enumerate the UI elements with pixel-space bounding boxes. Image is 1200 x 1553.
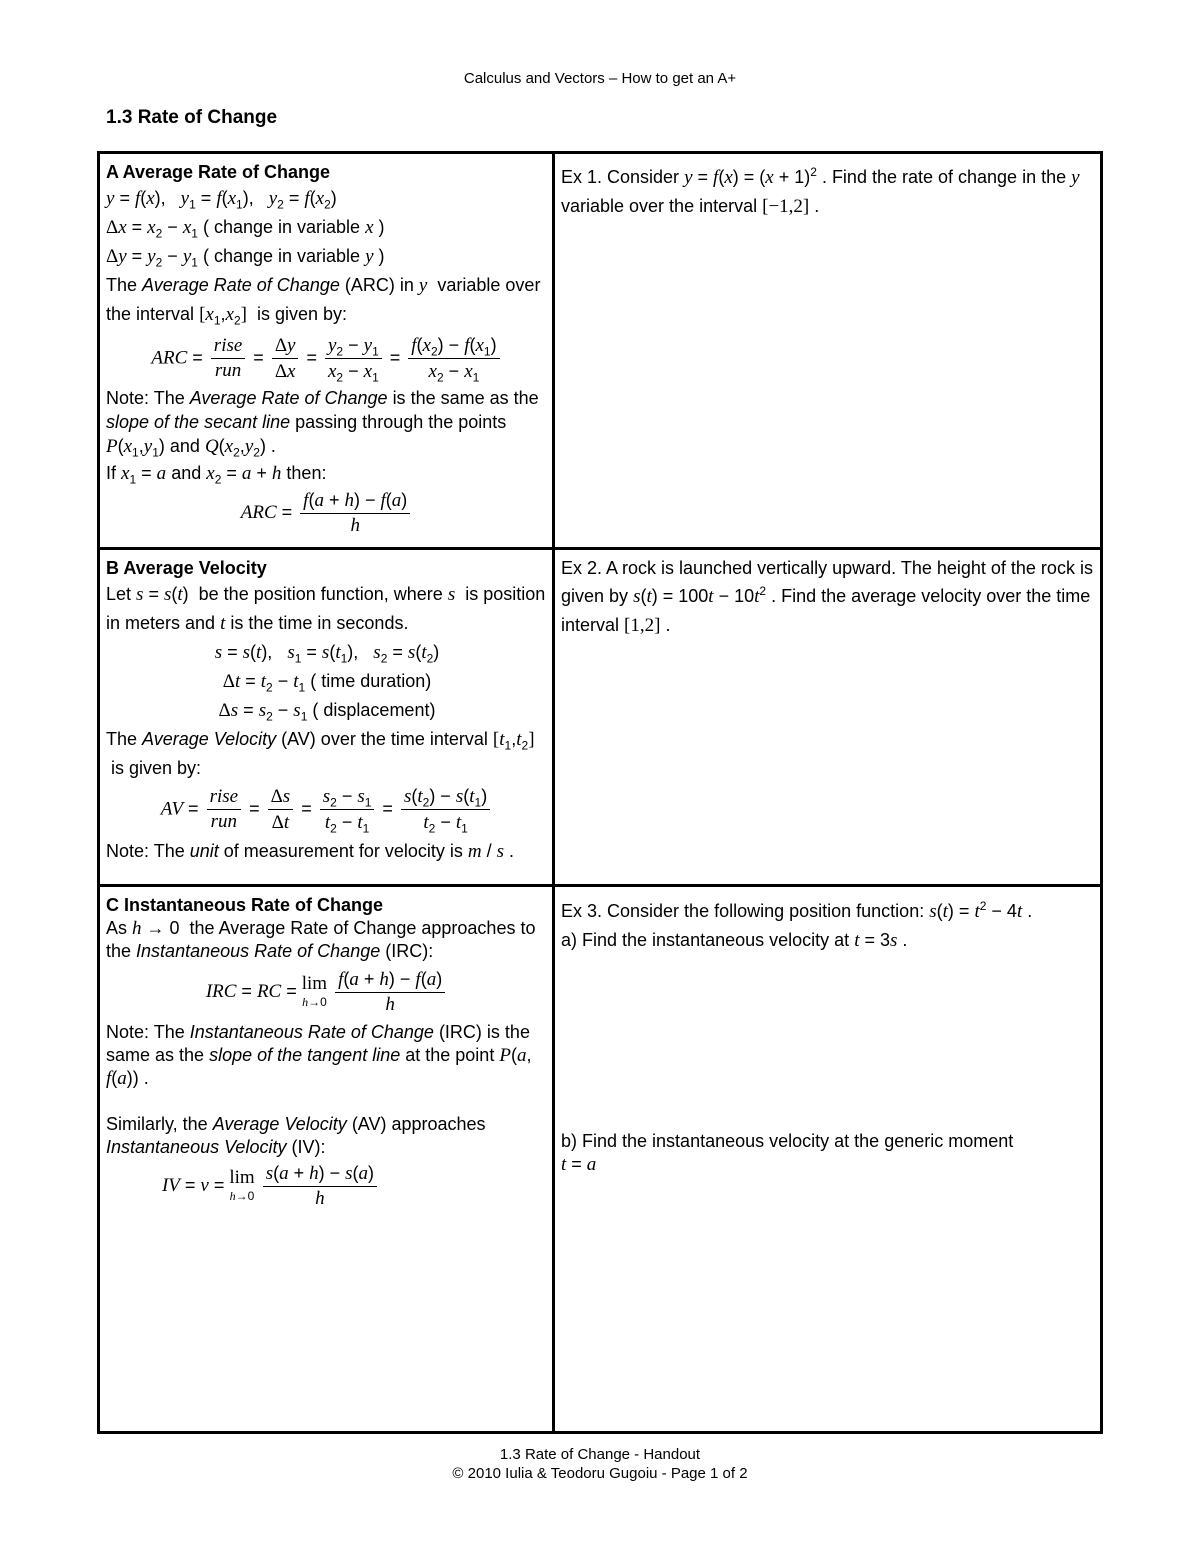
running-header: Calculus and Vectors – How to get an A+: [463, 70, 737, 87]
secant-note: Note: The Average Rate of Change is the same as the slope of the secant line passing through the points $P(x_1,y_1)$ and $Q(x_2,y_2)$ .: [106, 388, 539, 460]
arc-formula: ARC = $\frac{\text{rise}}{\text{run}}$ = $\frac{\Delta y}{\Delta x}$ = $\frac{y_2 - y_1}{x_2 - x_1}$ = $\frac{f(x_2) - f(x_1)}{x_2 - x_1}$: [106, 333, 548, 384]
delta-y-line: $\Delta y = y_2 - y_1$ ( change in variable y ): [106, 246, 385, 270]
irc-formula: IRC = RC = lim h→0 $\frac{f(a + h) - f(a)}{h}$: [106, 967, 548, 1017]
dy-note: ( change in variable: [202, 246, 361, 266]
position-definitions: s = s(t), $s_1 = s(t_1)$, $s_2 = s(t_2)$: [214, 642, 440, 666]
unit-note: Note: The unit of measurement for velocity is m / s .: [106, 841, 515, 862]
delta-x-line: $\Delta x = x_2 - x_1$ ( change in variable x ): [106, 217, 385, 241]
column-divider: [552, 151, 555, 1434]
section-a-heading: A Average Rate of Change: [106, 162, 331, 182]
row-divider-1: [97, 547, 1103, 550]
footer-title: 1.3 Rate of Change - Handout: [499, 1446, 701, 1463]
section-a-definitions: y = f(x), $y_1 = f(x_1)$, $y_2 = f(x_2)$: [106, 188, 337, 212]
section-a: [106, 160, 548, 538]
av-intro: The Average Velocity (AV) over the time interval $[t_1,t_2]$ is given by:: [106, 729, 535, 778]
example-3-statement: Ex 3. Consider the following position function: $s(t) = t^2 - 4t$ .: [561, 899, 1033, 922]
section-b: [106, 556, 548, 866]
iv-intro: Similarly, the Average Velocity (AV) approaches Instantaneous Velocity (IV):: [106, 1114, 486, 1157]
footer-copyright: © 2010 Iulia & Teodoru Gugoiu - Page 1 of 2: [452, 1465, 748, 1482]
page-footer: [0, 1445, 1200, 1483]
section-c: [106, 893, 548, 1211]
example-2: Ex 2. A rock is launched vertically upward. The height of the rock is given by $s(t) = 100t - 10t^2$ . Find the average velocity over the time interval [1,2] .: [561, 558, 1093, 636]
arc-h-formula: ARC = $\frac{f(a + h) - f(a)}{h}$: [106, 488, 548, 538]
delta-t-line: $\Delta t = t_2 - t_1$ ( time duration): [222, 671, 432, 695]
av-formula: AV = $\frac{\text{rise}}{\text{run}}$ = $\frac{\Delta s}{\Delta t}$ = $\frac{s_2 - s_1}{t_2 - t_1}$ = $\frac{s(t_2) - s(t_1)}{t_2 - t_1}$: [106, 784, 548, 835]
substitution-line: If $x_1 = a$ and $x_2 = a + h$ then:: [106, 463, 327, 487]
dx-note: ( change in variable: [202, 217, 361, 237]
delta-s-line: $\Delta s = s_2 - s_1$ ( displacement): [218, 700, 436, 724]
position-function-intro: Let s = s(t) be the position function, where s is position in meters and t is the time in seconds.: [106, 584, 546, 634]
arc-intro: The Average Rate of Change (ARC) in y variable over the interval $[x_1,x_2]$ is given by:: [106, 275, 541, 328]
section-c-heading: C Instantaneous Rate of Change: [106, 895, 384, 915]
row-divider-2: [97, 884, 1103, 887]
example-3-part-b: b) Find the instantaneous velocity at the generic moment t = a: [561, 1131, 1014, 1175]
tangent-note: Note: The Instantaneous Rate of Change (IRC) is the same as the slope of the tangent line at the point P(a, f(a)) .: [106, 1022, 532, 1089]
irc-intro: As h → 0 the Average Rate of Change approaches to the Instantaneous Rate of Change (IRC):: [106, 918, 536, 961]
iv-formula: IV = v = lim h→0 $\frac{s(a + h) - s(a)}{h}$: [106, 1161, 436, 1211]
example-1: Ex 1. Consider $y = f(x) = (x + 1)^2$ . Find the rate of change in the y variable over the interval [−1,2] .: [561, 165, 1080, 217]
page-title: 1.3 Rate of Change: [106, 107, 278, 128]
example-3: [561, 897, 1093, 955]
section-b-heading: B Average Velocity: [106, 558, 267, 578]
example-3-part-a: a) Find the instantaneous velocity at t = 3s .: [561, 930, 908, 951]
